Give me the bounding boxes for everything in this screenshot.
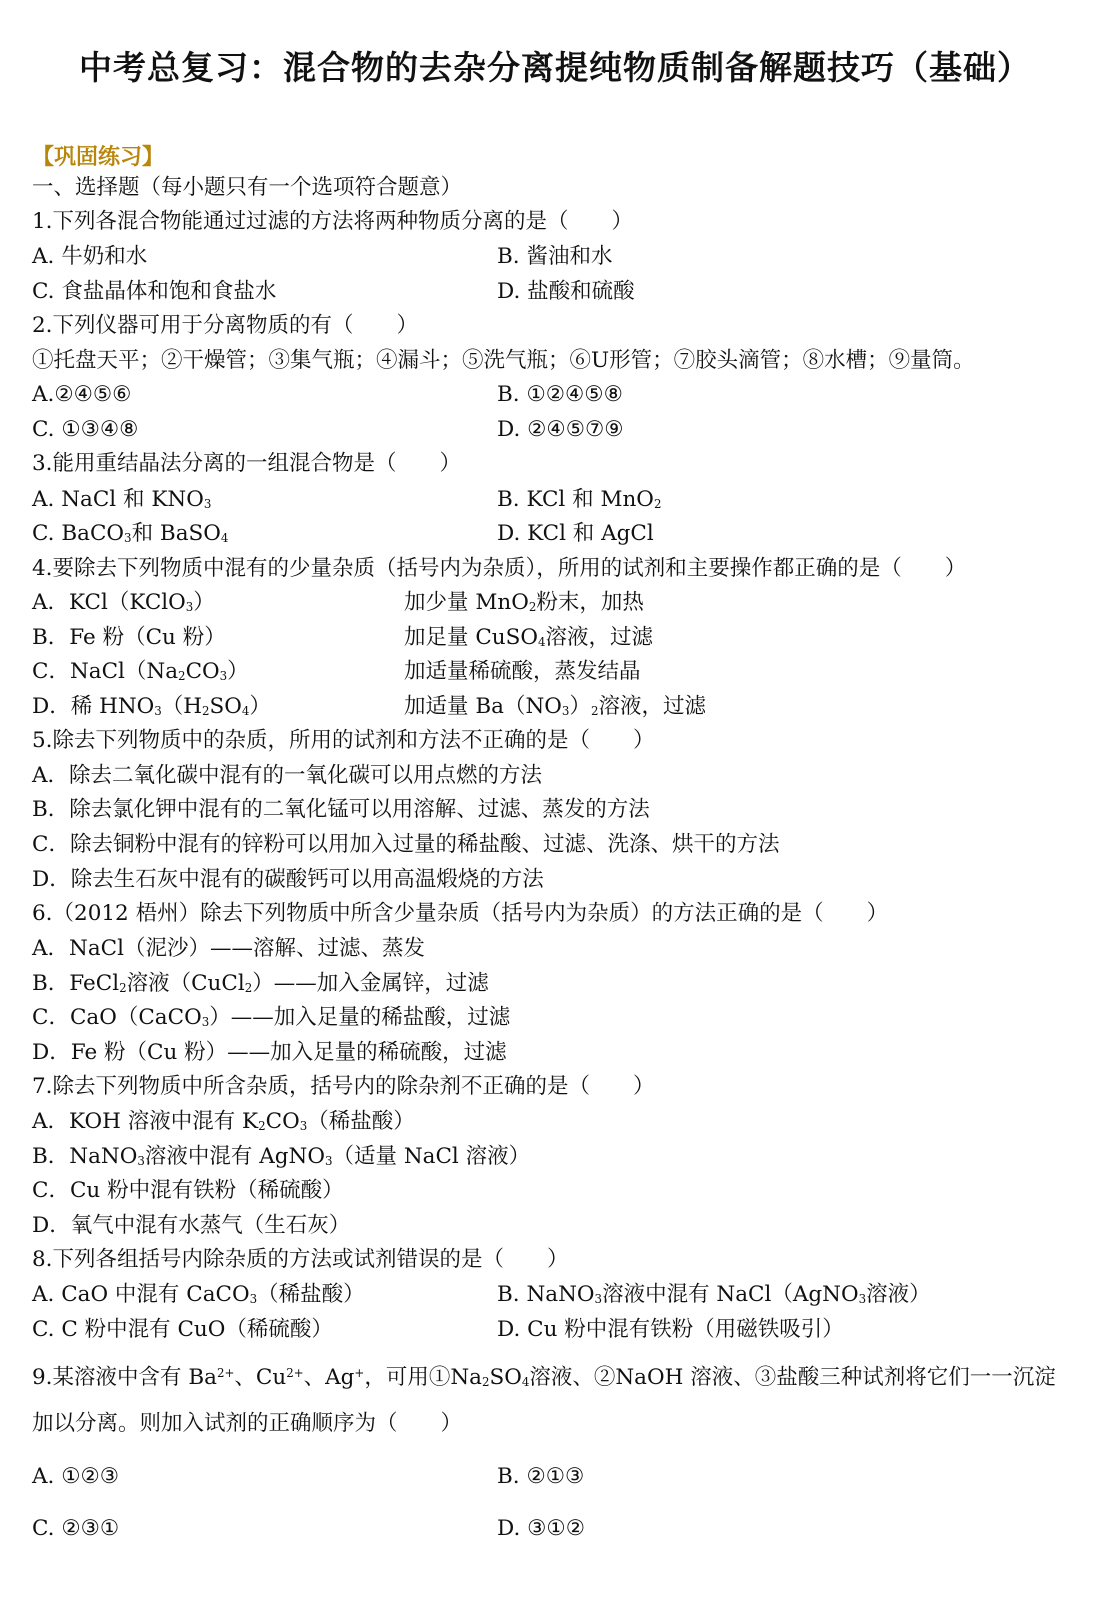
q9-stem-continued: 加以分离。则加入试剂的正确顺序为（ ） (32, 1411, 463, 1436)
q7-option-a: A．KOH 溶液中混有 $K_2CO_3$（稀盐酸） (32, 1109, 415, 1134)
q1-option-a: A. 牛奶和水 (32, 244, 148, 269)
q2-option-b: B. ①②④⑤⑧ (497, 382, 623, 407)
q8-option-a: A. CaO 中混有 CaCO$_3$（稀盐酸） (32, 1282, 365, 1307)
q7-option-d: D．氧气中混有水蒸气（生石灰） (32, 1213, 351, 1238)
q1-option-c: C. 食盐晶体和饱和食盐水 (32, 279, 277, 304)
q6-option-b: B．FeCl$_2$溶液（CuCl$_2$）——加入金属锌，过滤 (32, 971, 489, 996)
q4-option-a-method: 加少量 MnO$_2$粉末，加热 (404, 590, 644, 615)
q5-option-c: C．除去铜粉中混有的锌粉可以用加入过量的稀盐酸、过滤、洗涤、烘干的方法 (32, 832, 780, 857)
q4-option-a: A．KCl（KClO$_3$） (32, 590, 215, 615)
q9-option-a: A. ①②③ (32, 1464, 120, 1489)
q4-option-d: D．稀 $HNO_3(H_2SO_4)$ (32, 694, 271, 719)
q6-option-c: C．CaO（CaCO$_3$）——加入足量的稀盐酸，过滤 (32, 1005, 511, 1030)
q3-option-d: D. KCl 和 AgCl (497, 521, 654, 546)
q2-option-d: D. ②④⑤⑦⑨ (497, 417, 624, 442)
q6-option-d: D．Fe 粉（Cu 粉）——加入足量的稀硫酸，过滤 (32, 1040, 507, 1065)
q3-option-c: C. BaCO$_3$和 BaSO$_4$ (32, 521, 229, 546)
q8-option-c: C. C 粉中混有 CuO（稀硫酸） (32, 1317, 333, 1342)
q7-option-b: B．NaNO$_3$溶液中混有 AgNO$_3$（适量 NaCl 溶液） (32, 1144, 531, 1169)
q5-stem: 5.除去下列物质中的杂质，所用的试剂和方法不正确的是（ ） (32, 728, 655, 753)
q4-option-c: C．$NaCl(Na_2CO_3)$ (32, 659, 249, 684)
part-heading: 一、选择题（每小题只有一个选项符合题意） (32, 175, 463, 200)
q7-stem: 7.除去下列物质中所含杂质，括号内的除杂剂不正确的是（ ） (32, 1074, 655, 1099)
q6-option-a: A．NaCl（泥沙）——溶解、过滤、蒸发 (32, 936, 425, 961)
q5-option-b: B．除去氯化钾中混有的二氧化锰可以用溶解、过滤、蒸发的方法 (32, 797, 650, 822)
q3-stem: 3.能用重结晶法分离的一组混合物是（ ） (32, 451, 462, 476)
q3-option-b: B. KCl 和 MnO$_2$ (497, 487, 662, 512)
q9-option-c: C. ②③① (32, 1516, 120, 1541)
q4-option-d-method: 加适量 $Ba(NO_3)_2$溶液，过滤 (404, 694, 706, 719)
q6-stem: 6.（2012 梧州）除去下列物质中所含少量杂质（括号内为杂质）的方法正确的是（ ） (32, 901, 889, 926)
q5-option-d: D．除去生石灰中混有的碳酸钙可以用高温煅烧的方法 (32, 867, 544, 892)
q2-stem: 2.下列仪器可用于分离物质的有（ ） (32, 313, 419, 338)
q9-option-d: D. ③①② (497, 1516, 585, 1541)
q3-option-a: A. NaCl 和 $KNO_3$ (32, 487, 212, 512)
q4-stem: 4.要除去下列物质中混有的少量杂质（括号内为杂质），所用的试剂和主要操作都正确的是（ ） (32, 556, 967, 581)
q7-option-c: C．Cu 粉中混有铁粉（稀硫酸） (32, 1178, 344, 1203)
q1-stem: 1.下列各混合物能通过过滤的方法将两种物质分离的是（ ） (32, 209, 634, 234)
q9-option-b: B. ②①③ (497, 1464, 585, 1489)
section-label: 【巩固练习】 (32, 145, 165, 170)
q8-option-d: D. Cu 粉中混有铁粉（用磁铁吸引） (497, 1317, 844, 1342)
q4-option-b-method: 加足量 CuSO$_4$溶液，过滤 (404, 625, 654, 650)
q5-option-a: A．除去二氧化碳中混有的一氧化碳可以用点燃的方法 (32, 763, 543, 788)
q4-option-c-method: 加适量稀硫酸，蒸发结晶 (404, 659, 641, 684)
q2-option-c: C. ①③④⑧ (32, 417, 139, 442)
q8-option-b: B. NaNO$_3$溶液中混有 NaCl（AgNO$_3$溶液） (497, 1282, 931, 1307)
q9-stem: 9.某溶液中含有 $Ba^{2+}$、$Cu^{2+}$、Ag+，可用$①Na_2SO_4$溶液、②NaOH 溶液、③盐酸三种试剂将它们一一沉淀 (32, 1365, 1056, 1391)
q2-list: ①托盘天平；②干燥管；③集气瓶；④漏斗；⑤洗气瓶；⑥U形管；⑦胶头滴管；⑧水槽；⑨量筒。 (32, 348, 975, 373)
q8-stem: 8.下列各组括号内除杂质的方法或试剂错误的是（ ） (32, 1247, 569, 1272)
q4-option-b: B．Fe 粉（Cu 粉） (32, 625, 226, 650)
q2-option-a: A.②④⑤⑥ (32, 382, 132, 407)
q1-option-b: B. 酱油和水 (497, 244, 613, 269)
page-title: 中考总复习：混合物的去杂分离提纯物质制备解题技巧（基础） (79, 48, 1031, 87)
q1-option-d: D. 盐酸和硫酸 (497, 279, 635, 304)
